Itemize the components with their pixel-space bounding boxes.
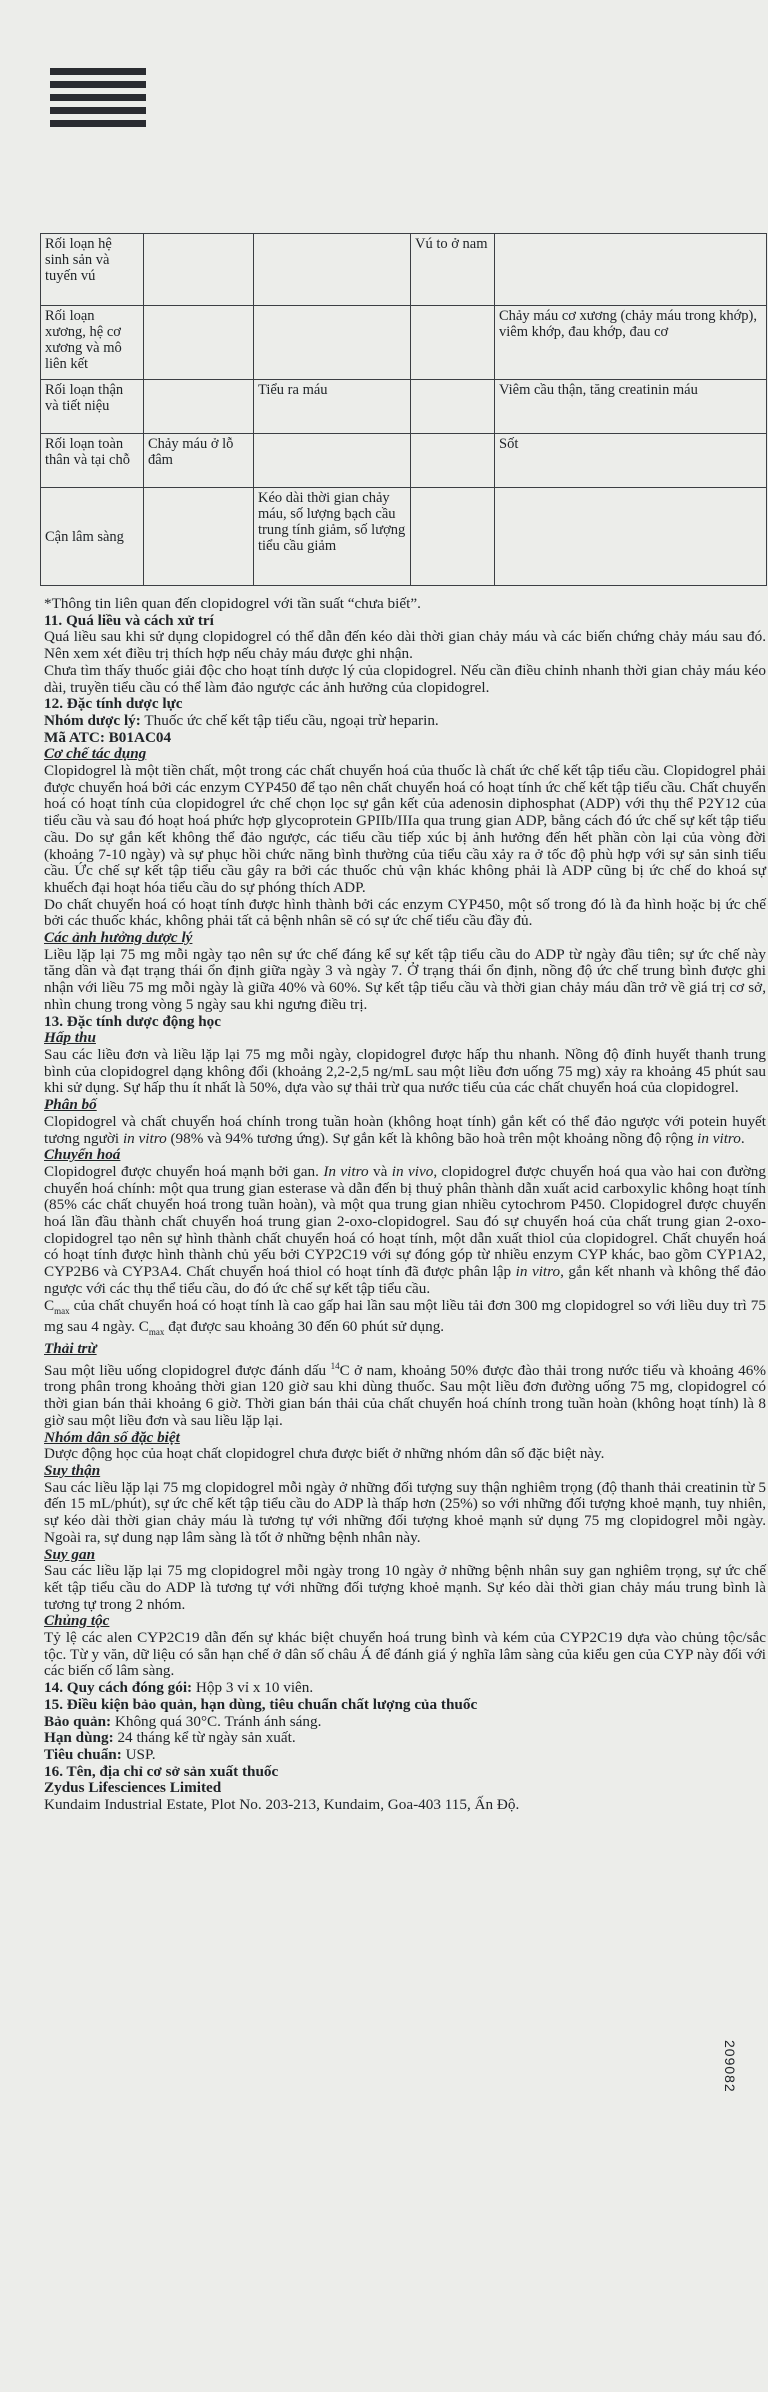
text-run: , gắn kết nhanh và không thể đảo ngược với các thụ thể tiểu cầu, do đó ức chế sự kết tập tiểu cầu. xyxy=(44,1263,766,1297)
text-run: Clopidogrel được chuyển hoá mạnh bởi gan. xyxy=(44,1162,324,1180)
text-run: C xyxy=(44,1296,55,1314)
brand-logo-stripes xyxy=(50,68,146,133)
field-value: 24 tháng kể từ ngày sản xuất. xyxy=(113,1729,296,1747)
table-row-label: Cận lâm sàng xyxy=(41,488,144,586)
field-label: Nhóm dược lý: xyxy=(44,711,141,729)
table-cell xyxy=(254,234,411,306)
table-cell: Sốt xyxy=(495,434,767,488)
section-heading: 14. Quy cách đóng gói: xyxy=(44,1679,193,1697)
table-row-label: Rối loạn toàn thân và tại chỗ xyxy=(41,434,144,488)
table-cell xyxy=(254,306,411,380)
paragraph: Dược động học của hoạt chất clopidogrel chưa được biết ở những nhóm dân số đặc biệt này. xyxy=(44,1445,605,1463)
paragraph xyxy=(44,1114,766,1147)
subsection-heading: Các ảnh hưởng dược lý xyxy=(44,929,193,947)
paragraph: Quá liều sau khi sử dụng clopidogrel có thể dẫn đến kéo dài thời gian chảy máu và các biến chứng chảy máu sau đó. Nên xem xét điều trị thích hợp nếu chảy máu được ghi nhận. xyxy=(44,628,766,663)
subsection-heading: Thải trừ xyxy=(44,1340,97,1357)
text-run: C ở nam, khoảng 50% được đào thải trong nước tiểu và khoảng 46% trong phân trong khoảng thời gian 120 giờ sau khi dùng thuốc. Sau một liều đơn đường uống 75 mg, clopidogrel có thời gian bán thải khoảng 6 giờ. Thời gian bán thải của chất chuyển hoá chính trong tuần hoàn (không hoạt tính) là 8 giờ sau một liều đơn và sau liều lặp lại. xyxy=(44,1361,766,1429)
text-run: (98% và 94% tương ứng). Sự gắn kết là không bão hoà trên một khoảng nồng độ rộng xyxy=(166,1129,698,1147)
subsection-heading: Chuyển hoá xyxy=(44,1146,121,1164)
section-heading: 11. Quá liều và cách xử trí xyxy=(44,611,214,629)
field-label: Hạn dùng: xyxy=(44,1729,114,1747)
italic-run: in vitro xyxy=(697,1129,741,1147)
field-label: Bảo quản: xyxy=(44,1712,112,1730)
subsection-heading: Nhóm dân số đặc biệt xyxy=(44,1428,180,1446)
subsection-heading: Chủng tộc xyxy=(44,1612,110,1630)
table-cell xyxy=(411,434,495,488)
paragraph: Sau các liều lặp lại 75 mg clopidogrel mỗi ngày trong 10 ngày ở những bệnh nhân suy gan nghiêm trọng, sự ức chế kết tập tiểu cầu do ADP là tương tự với những đối tượng khoẻ mạnh. Sự kéo dài thời gian chảy máu trung bình là tương tự trong 2 nhóm. xyxy=(44,1562,766,1613)
italic-run: in vitro xyxy=(515,1263,561,1281)
table-cell xyxy=(411,488,495,586)
table-row-label: Rối loạn xương, hệ cơ xương và mô liên kết xyxy=(41,306,144,380)
atc-code: Mã ATC: B01AC04 xyxy=(44,728,172,746)
table-cell: Kéo dài thời gian chảy máu, số lượng bạch cầu trung tính giảm, số lượng tiểu cầu giảm xyxy=(254,488,411,586)
table-cell: Tiểu ra máu xyxy=(254,380,411,434)
table-cell: Viêm cầu thận, tăng creatinin máu xyxy=(495,380,767,434)
table-cell xyxy=(144,306,254,380)
table-cell xyxy=(144,488,254,586)
section-heading: 12. Đặc tính dược lực xyxy=(44,695,183,713)
table-row-label: Rối loạn hệ sinh sản và tuyến vú xyxy=(41,234,144,306)
italic-run: In vitro xyxy=(323,1162,369,1180)
text-run: đạt được sau khoảng 30 đến 60 phút sử dụng. xyxy=(164,1318,445,1336)
text-run: , clopidogrel được chuyển hoá qua vào hai con đường chuyển hoá chính: một qua trung gian esterase và dẫn đến bị thuỷ phân thành dẫn xuất acid carboxylic không hoạt tính (85% các chất chuyển hoá trong tuần hoàn), và một qua trung gian nhiều cytochrom P450. Clopidogrel được chuyển hoá lần đầu thành chất chuyển hoá trung gian 2-oxo-clopidogrel. Sau đó sự chuyển hoá của chất trung gian 2-oxo-clopidogrel tạo nên sự hình thành chất chuyển hoá có hoạt tính, một dẫn xuất thiol của clopidogrel. Chất chuyển hoá có hoạt tính được hình thành chủ yếu bởi CYP2C19 với sự đóng góp từ nhiều enzym CYP khác, bao gồm CYP1A2, CYP2B6 và CYP3A4. Chất chuyển hoá thiol có hoạt tính đã được phân lập xyxy=(44,1162,766,1281)
section-heading: 13. Đặc tính dược động học xyxy=(44,1012,222,1030)
table-cell: Vú to ở nam xyxy=(411,234,495,306)
manufacturer-address: Kundaim Industrial Estate, Plot No. 203-213, Kundaim, Goa-403 115, Ấn Độ. xyxy=(44,1796,520,1814)
table-row xyxy=(41,488,767,586)
table-footnote: *Thông tin liên quan đến clopidogrel với tần suất “chưa biết”. xyxy=(44,595,421,612)
text-run: của chất chuyển hoá có hoạt tính là cao gấp hai lần sau một liều tải đơn 300 mg clopidogrel so với liều duy trì 75 mg sau 4 ngày. C xyxy=(44,1296,766,1336)
paragraph: Clopidogrel là một tiền chất, một trong các chất chuyển hoá của thuốc là chất ức chế kết tập tiểu cầu. Clopidogrel phải được chuyển hoá bởi các enzym CYP450 để tạo nên chất chuyển hoá có hoạt tính ức chế kết tập tiểu cầu. Chất chuyển hoá có hoạt tính của clopidogrel ức chế chọn lọc sự gắn kết của adenosin diphosphat (ADP) với thụ thể P2Y12 của tiểu cầu và sau đó hoạt hoá phức hợp glycoprotein GPIIb/IIIa qua trung gian ADP, bằng cách đó ức chế sự kết tập tiểu cầu. Do sự gắn kết không thể đảo ngược, các tiểu cầu tiếp xúc bị ảnh hưởng đến hết phần còn lại của vòng đời (khoảng 7-10 ngày) và sự phục hồi chức năng bình thường của tiểu cầu xảy ra ở tốc độ phù hợp với sự sản sinh tiểu cầu. Ức chế sự kết tập tiểu cầu gây ra bởi các thuốc chủ vận khác không phải là ADP cũng bị ức chế do khoá sự khuếch đại hoạt hóa tiểu cầu do sự phóng thích ADP. xyxy=(44,762,766,896)
table-cell xyxy=(411,306,495,380)
text-run: và xyxy=(368,1162,392,1180)
table-cell xyxy=(144,234,254,306)
field-value: Thuốc ức chế kết tập tiểu cầu, ngoại trừ heparin. xyxy=(140,711,439,729)
text-run: Sau một liều uống clopidogrel được đánh dấu xyxy=(44,1361,331,1379)
text-run: Clopidogrel và chất chuyển hoá chính trong tuần hoàn (không hoạt tính) gắn kết có thể đảo ngược với potein huyết tương người xyxy=(44,1112,766,1147)
paragraph xyxy=(44,1298,766,1341)
manufacturer-name: Zydus Lifesciences Limited xyxy=(44,1779,222,1797)
table-cell xyxy=(254,434,411,488)
table-row xyxy=(41,234,767,306)
paragraph xyxy=(44,1358,766,1430)
table-row xyxy=(41,380,767,434)
field-value: Hộp 3 vỉ x 10 viên. xyxy=(192,1679,314,1697)
shelf-life xyxy=(44,1730,766,1747)
subsection-heading: Phân bố xyxy=(44,1096,97,1114)
italic-run: in vitro xyxy=(122,1129,167,1147)
subscript: max xyxy=(54,1305,70,1316)
batch-code: 209082 xyxy=(722,2040,738,2093)
paragraph: Chưa tìm thấy thuốc giải độc cho hoạt tính dược lý của clopidogrel. Nếu cần điều chỉnh nhanh thời gian chảy máu kéo dài, truyền tiểu cầu có thể làm đảo ngược các ảnh hưởng của clopidogrel. xyxy=(44,661,766,696)
section-heading: 15. Điều kiện bảo quản, hạn dùng, tiêu chuẩn chất lượng của thuốc xyxy=(44,1695,478,1713)
paragraph xyxy=(44,1164,766,1298)
paragraph: Sau các liều đơn và liều lặp lại 75 mg mỗi ngày, clopidogrel được hấp thu nhanh. Nồng độ đỉnh huyết thanh trung bình của clopidogrel dạng không đổi (khoảng 2,2-2,5 ng/mL sau một liều đơn uống 75 mg) xảy ra khoảng 45 phút sau khi sử dụng. Sự hấp thu ít nhất là 50%, dựa vào sự thải trừ qua nước tiểu của các chất chuyển hoá của clopidogrel. xyxy=(44,1045,766,1097)
subsection-heading: Hấp thu xyxy=(44,1029,96,1047)
field-label: Tiêu chuẩn: xyxy=(44,1745,122,1763)
leaflet-body xyxy=(44,596,766,1814)
table-cell xyxy=(411,380,495,434)
field-value: Không quá 30°C. Tránh ánh sáng. xyxy=(111,1712,322,1730)
paragraph: Sau các liều lặp lại 75 mg clopidogrel mỗi ngày ở những đối tượng suy thận nghiêm trọng (độ thanh thải creatinin từ 5 đến 15 mL/phút), sự ức chế kết tập tiểu cầu do ADP là thấp hơn (25%) so với những đối tượng khoẻ mạnh, tuy nhiên, sự kéo dài thời gian chảy máu là tương tự với những đối tượng khoẻ mạnh sử dụng 75 mg clopidogrel mỗi ngày. Ngoài ra, sự dung nạp lâm sàng là tốt ở những bệnh nhân này. xyxy=(44,1478,766,1546)
table-row-label: Rối loạn thận và tiết niệu xyxy=(41,380,144,434)
table-cell xyxy=(495,234,767,306)
paragraph: Liều lặp lại 75 mg mỗi ngày tạo nên sự ức chế đáng kể sự kết tập tiểu cầu do ADP từ ngày đầu tiên; sự ức chế này tăng dần và đạt trạng thái ổn định giữa ngày 3 và ngày 7. Ở trạng thái ổn định, nồng độ ức chế trung bình được ghi nhận với liều 75 mg mỗi ngày là giữa 40% và 60%. Sự kết tập tiểu cầu và thời gian chảy máu dần trở về giá trị cơ sở, nhìn chung trong vòng 5 ngày sau khi ngưng điều trị. xyxy=(44,945,766,1013)
table-cell xyxy=(495,488,767,586)
table-cell xyxy=(144,380,254,434)
table-row xyxy=(41,306,767,380)
standard xyxy=(44,1747,766,1764)
section-heading: 16. Tên, địa chỉ cơ sở sản xuất thuốc xyxy=(44,1762,279,1780)
italic-run: in vivo xyxy=(391,1162,434,1180)
pharmacologic-group xyxy=(44,713,766,730)
table-cell: Chảy máu cơ xương (chảy máu trong khớp), viêm khớp, đau khớp, đau cơ xyxy=(495,306,767,380)
table-cell: Chảy máu ở lỗ đâm xyxy=(144,434,254,488)
side-effects-table xyxy=(40,233,767,586)
storage xyxy=(44,1714,766,1731)
field-value: USP. xyxy=(121,1745,156,1763)
paragraph: Do chất chuyển hoá có hoạt tính được hình thành bởi các enzym CYP450, một số trong đó là đa hình hoặc bị ức chế bởi các thuốc khác, không phải tất cả bệnh nhân sẽ có sự ức chế tiểu cầu đầy đủ. xyxy=(44,895,766,930)
subsection-heading: Suy gan xyxy=(44,1545,96,1563)
subsection-heading: Suy thận xyxy=(44,1461,101,1479)
text-run: . xyxy=(740,1129,745,1147)
table-row xyxy=(41,434,767,488)
subsection-heading: Cơ chế tác dụng xyxy=(44,745,147,763)
packaging xyxy=(44,1680,766,1697)
superscript: 14 xyxy=(330,1360,340,1371)
paragraph: Tỷ lệ các alen CYP2C19 dẫn đến sự khác biệt chuyển hoá trung bình và kém của CYP2C19 dựa vào chủng tộc/sắc tộc. Từ y văn, dữ liệu có sẵn hạn chế ở dân số châu Á để đánh giá ý nghĩa lâm sàng của kiểu gen của CYP này đối với các biến cố lâm sàng. xyxy=(44,1629,766,1680)
subscript: max xyxy=(148,1327,165,1338)
